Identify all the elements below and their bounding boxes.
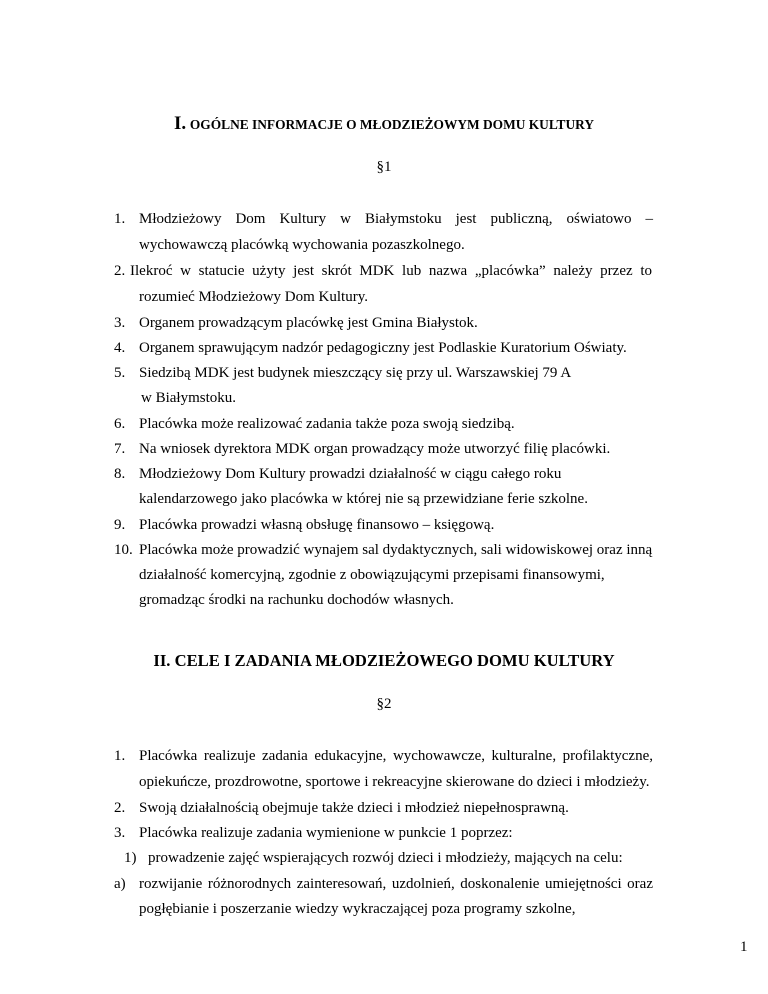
letter-item-line: rozwijanie różnorodnych zainteresowań, uzdolnień, doskonalenie umiejętności oraz xyxy=(139,876,653,892)
list-item-num: 9. xyxy=(114,517,126,533)
list-item-num: 10. xyxy=(114,542,133,558)
list-item-line: w Białymstoku. xyxy=(141,390,237,406)
list-item-line: działalność komercyjną, zgodnie z obowiązującymi przepisami finansowymi, xyxy=(139,567,605,583)
paragraph-1-marker: §1 xyxy=(376,159,392,175)
list-item-line: Placówka realizuje zadania edukacyjne, wychowawcze, kulturalne, profilaktyczne, xyxy=(139,748,653,764)
section-1-title: OGÓLNE INFORMACJE O MŁODZIEŻOWYM DOMU KULTURY xyxy=(189,117,595,132)
list-item-num: 1. xyxy=(114,748,126,764)
list-item-line: kalendarzowego jako placówka w której nie są przewidziane ferie szkolne. xyxy=(139,491,588,507)
list-item-num: 6. xyxy=(114,416,126,432)
sub-item-line: prowadzenie zajęć wspierających rozwój dzieci i młodzieży, mających na celu: xyxy=(148,850,623,866)
list-item-line: Na wniosek dyrektora MDK organ prowadzący może utworzyć filię placówki. xyxy=(139,441,611,457)
list-item-num: 8. xyxy=(114,466,126,482)
list-item-line: Placówka może prowadzić wynajem sal dydaktycznych, sali widowiskowej oraz inną xyxy=(139,542,653,558)
list-item-line: wychowawczą placówką wychowania pozaszkolnego. xyxy=(139,237,465,253)
section-1-heading xyxy=(0,115,768,134)
list-item-num: 2. xyxy=(114,263,126,279)
list-item-line: Placówka może realizować zadania także poza swoją siedzibą. xyxy=(139,416,515,432)
list-item-num: 4. xyxy=(114,340,126,356)
list-item-line: Placówka prowadzi własną obsługę finansowo – księgową. xyxy=(139,517,495,533)
list-item-line: Placówka realizuje zadania wymienione w punkcie 1 poprzez: xyxy=(139,825,513,841)
list-item-line: Swoją działalnością obejmuje także dzieci i młodzież niepełnosprawną. xyxy=(139,800,569,816)
list-item-line: Młodzieżowy Dom Kultury prowadzi działalność w ciągu całego roku xyxy=(139,466,562,482)
list-item-line: gromadząc środki na rachunku dochodów własnych. xyxy=(139,592,454,608)
section-1-roman: I. xyxy=(173,113,187,134)
sub-item-num: 1) xyxy=(124,850,137,866)
list-item-num: 3. xyxy=(114,315,126,331)
letter-item-num: a) xyxy=(114,876,126,892)
paragraph-2-marker: §2 xyxy=(376,696,392,712)
list-item-line: Młodzieżowy Dom Kultury w Białymstoku jest publiczną, oświatowo – xyxy=(139,211,653,227)
page-number: 1 xyxy=(740,939,748,955)
list-item-num: 1. xyxy=(114,211,126,227)
list-item-num: 2. xyxy=(114,800,126,816)
list-item-num: 5. xyxy=(114,365,126,381)
list-item-line: Organem prowadzącym placówkę jest Gmina Białystok. xyxy=(139,315,478,331)
list-item-num: 7. xyxy=(114,441,126,457)
section-2-heading: II. CELE I ZADANIA MŁODZIEŻOWEGO DOMU KULTURY xyxy=(153,651,615,670)
list-item-line: opiekuńcze, prozdrowotne, sportowe i rekreacyjne skierowane do dzieci i młodzieży. xyxy=(139,774,650,790)
list-item-line: Organem sprawującym nadzór pedagogiczny jest Podlaskie Kuratorium Oświaty. xyxy=(139,340,627,356)
letter-item-line: pogłębianie i poszerzanie wiedzy wykraczającej poza programy szkolne, xyxy=(139,901,576,917)
list-item-line: Siedzibą MDK jest budynek mieszczący się przy ul. Warszawskiej 79 A xyxy=(139,365,572,381)
list-item-line: Ilekroć w statucie użyty jest skrót MDK lub nazwa „placówka” należy przez to xyxy=(130,263,652,279)
list-item-line: rozumieć Młodzieżowy Dom Kultury. xyxy=(139,289,368,305)
list-item-num: 3. xyxy=(114,825,126,841)
